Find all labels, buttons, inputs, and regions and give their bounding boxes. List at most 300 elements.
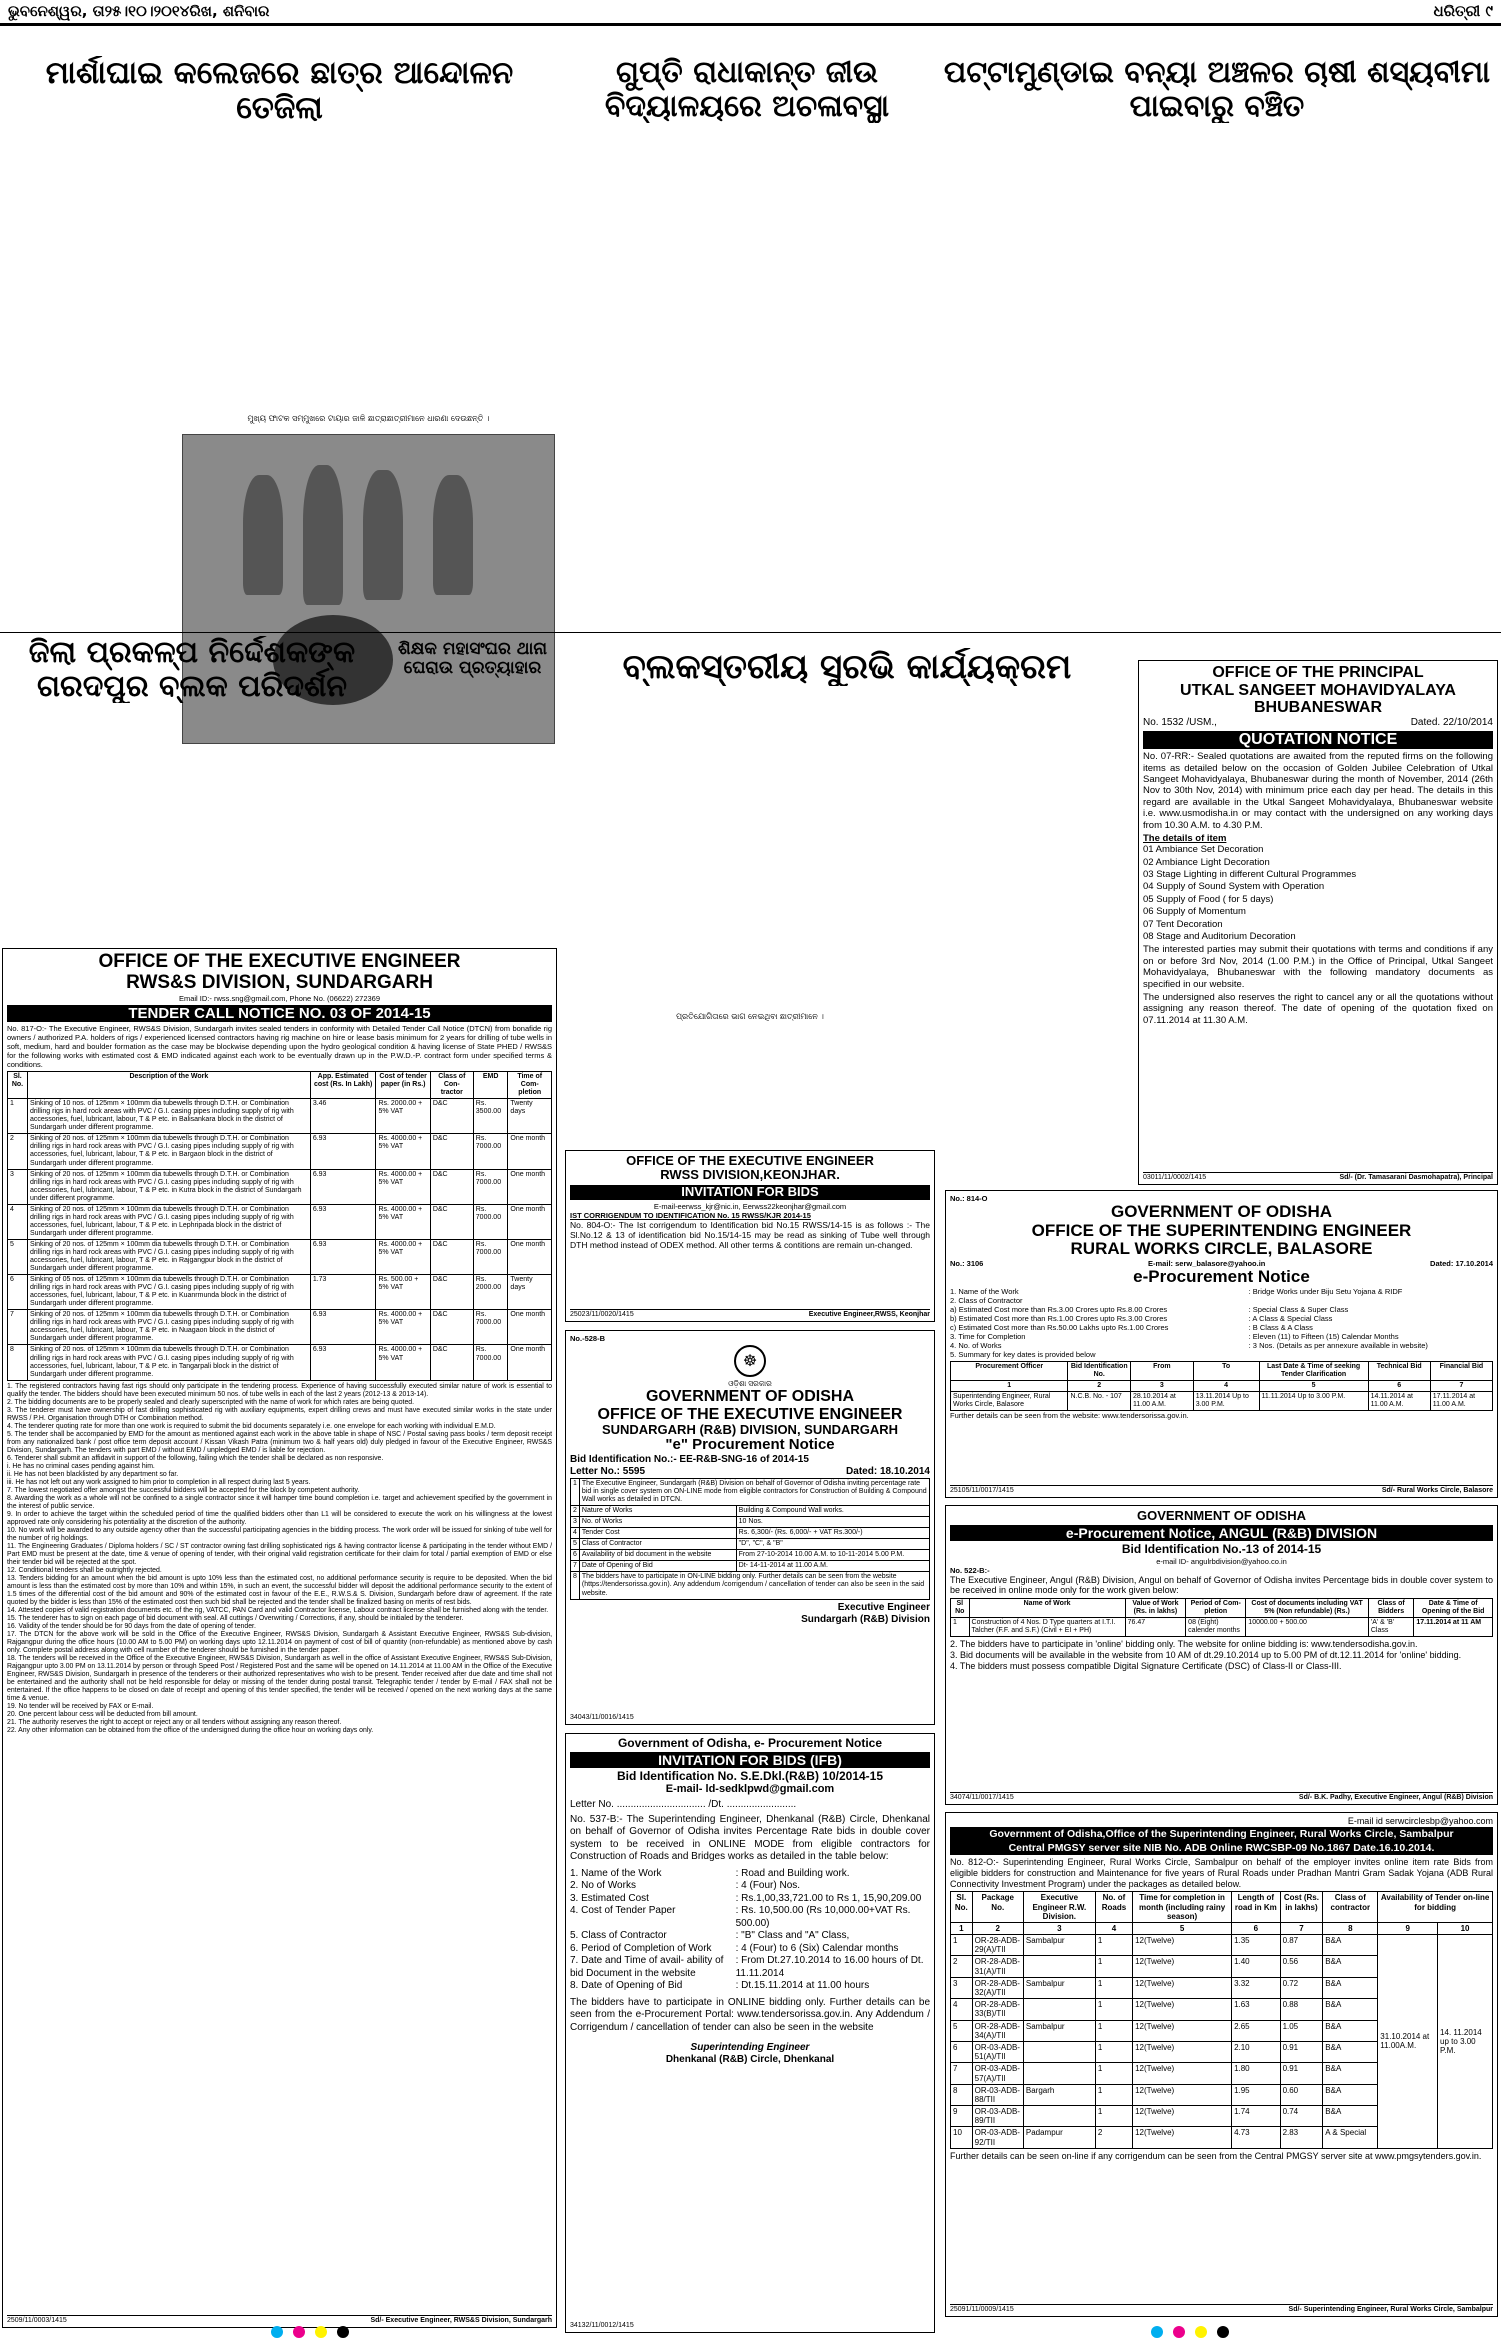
table-cell: 0.91	[1280, 2063, 1323, 2084]
work-details	[950, 1287, 1493, 1359]
ad-tail: Further details can be seen on-line if any corrigendum can be seen from the Central PMGSY server site at www.pmgsytenders.gov.in.	[950, 2150, 1482, 2161]
table-cell: Twenty days	[508, 1275, 552, 1310]
detail-label: a) Estimated Cost more than Rs.3.00 Crores upto Rs.8.00 Crores	[950, 1304, 1168, 1314]
table-cell	[1023, 2063, 1095, 2084]
detail-value: : Dt.15.11.2014 at 11.00 hours	[735, 1980, 870, 1992]
table-cell: OR-03-ADB-57(A)/TII	[972, 2063, 1023, 2084]
package-table	[950, 1891, 1493, 2149]
table-cell: 4.73	[1232, 2127, 1281, 2148]
ad-balasore	[945, 1190, 1498, 1498]
table-cell: B&A	[1323, 2041, 1378, 2062]
detail-row	[570, 1930, 930, 1943]
column-header: Sl No	[951, 1599, 970, 1618]
detail-value: : Rs.1,00,33,721.00 to Rs 1, 15,90,209.00	[735, 1892, 922, 1904]
column-number: 4	[1095, 1922, 1132, 1934]
table-row	[571, 1572, 930, 1599]
table-cell: 13.11.2014 Up to 3.00 P.M.	[1193, 1391, 1259, 1410]
items-list	[1143, 844, 1493, 942]
condition-item: 15. The tenderer has to sign on each page of bid document with seal. All cuttings / Overwriting / Corrections, if any, should be initialed by the tenderer.	[7, 1614, 464, 1622]
column-header: 4	[1193, 1380, 1259, 1391]
ad-dhenkanal	[565, 1733, 935, 2333]
column-number: 1	[951, 1922, 973, 1934]
table-cell: 0.91	[1280, 2041, 1323, 2062]
table-cell: 10	[951, 2127, 973, 2148]
table-cell: B&A	[1323, 1999, 1378, 2020]
table-cell: OR-28-ADB-34(A)/TII	[972, 2020, 1023, 2041]
ad-code: 2509/11/0003/1415	[7, 2316, 67, 2324]
table-cell: Rs. 4000.00 + 5% VAT	[376, 1204, 430, 1239]
ad-title: RWS&S DIVISION, SUNDARGARH	[126, 971, 433, 993]
column-number: 6	[1232, 1922, 1281, 1934]
ad-title: BHUBANESWAR	[1254, 699, 1382, 717]
table-row	[571, 1561, 930, 1572]
column-header: Time for completion in month (including rainy season)	[1133, 1892, 1232, 1923]
table-cell: Building & Compound Wall works.	[736, 1506, 929, 1517]
table-cell: Rs. 4000.00 + 5% VAT	[376, 1169, 430, 1204]
detail-label: 3. Estimated Cost	[570, 1892, 649, 1904]
number-row	[951, 1380, 1493, 1391]
ad-title: GOVERNMENT OF ODISHA	[1110, 1202, 1332, 1221]
list-item: 02 Ambiance Light Decoration	[1143, 856, 1270, 868]
table-cell: One month	[508, 1239, 552, 1274]
condition-item: 19. No tender will be received by FAX or E-mail.	[7, 1702, 154, 1710]
table-cell: 12(Twelve)	[1133, 2106, 1232, 2127]
table-cell: 17.11.2014 at 11.00 A.M.	[1430, 1391, 1492, 1410]
table-cell: 6.93	[310, 1169, 376, 1204]
column-header: Class of Con-tractor	[430, 1072, 473, 1099]
condition-item: 13. Tenders bidding for an amount when the bid amount is upto 10% less than the estimated cost, no additional performance security is require to be deposited. When the bid amount is less than the estimated cost by more than 10% and within 15%, in such an event, the successful bidder will deposit the additional performance security to the extent of 1.5 times of the differential cost of the bid amount and 90% of the estimated cost in favour of the E.E., R.W.S.& S. Division, Sundargarh before draw of agreement. If the rate quoted by the bidder is less than 15% of the estimated cost then such bid shall be rejected and the tender shall be finalized basing on merits of rest bids.	[7, 1574, 552, 1606]
condition-item: 21. The authority reserves the right to accept or reject any or all tenders without assigning any reason thereof.	[7, 1718, 342, 1726]
headline-garadpur: ଜିଲା ପ୍ରକଳ୍ପ ନିର୍ଦ୍ଦେଶକଙ୍କ ଗରଦପୁର ବ୍ଲକ ପରିଦର୍ଶନ	[28, 636, 356, 704]
table-cell	[1023, 2106, 1095, 2127]
table-cell: 1	[951, 1618, 970, 1637]
bid-id: Bid Identification No. S.E.Dkl.(R&B) 10/2014-15	[616, 1769, 884, 1784]
table-cell: 3	[571, 1517, 580, 1528]
table-row	[571, 1550, 930, 1561]
table-cell: Rs. 4000.00 + 5% VAT	[376, 1239, 430, 1274]
detail-row	[950, 1323, 1493, 1332]
table-cell: 8	[951, 2084, 973, 2105]
table-cell: From 27-10-2014 10.00 A.M. to 10-11-2014 5.00 P.M.	[736, 1550, 929, 1561]
detail-row	[950, 1341, 1493, 1350]
table-cell: Tender Cost	[579, 1528, 736, 1539]
table-cell: Class of Contractor	[579, 1539, 736, 1550]
table-cell: Twenty days	[508, 1099, 552, 1134]
registration-marks	[250, 2326, 370, 2338]
table-cell: OR-28-ADB-33(B)/TII	[972, 1999, 1023, 2020]
bid-table	[570, 1478, 930, 1600]
detail-row	[950, 1350, 1493, 1359]
table-cell: 1	[1095, 1999, 1132, 2020]
table-cell: Padampur	[1023, 2127, 1095, 2148]
table-cell: Sinking of 05 nos. of 125mm × 100mm dia tubewells through D.T.H. or Combination drilling rigs in hard rock areas with PVC / G.I. casing pipes including supply of rig with accessories, fuel, lubricant, labour, T & P etc. in Kuanrmunda block in the district of Sundargarh under different programme.	[27, 1275, 310, 1310]
table-cell: 76.47	[1125, 1618, 1186, 1637]
ad-bar: INVITATION FOR BIDS (IFB)	[570, 1752, 930, 1768]
signature: Superintending Engineer	[690, 2042, 810, 2054]
list-item: 08 Stage and Auditorium Decoration	[1143, 931, 1296, 943]
ref-no: No. 1532 /USM.,	[1143, 716, 1217, 728]
table-cell: D&C	[430, 1169, 473, 1204]
signature: Executive Engineer	[837, 1601, 930, 1613]
ad-title: OFFICE OF THE EXECUTIVE ENGINEER	[597, 1405, 903, 1423]
detail-label: 1. Name of the Work	[950, 1286, 1019, 1296]
detail-row	[950, 1305, 1493, 1314]
table-cell: Sambalpur	[1023, 1977, 1095, 1998]
table-cell: OR-28-ADB-31(A)/TII	[972, 1956, 1023, 1977]
table-cell: Rs. 2000.00 + 5% VAT	[376, 1099, 430, 1134]
table-cell: Rs. 2000.00	[473, 1275, 508, 1310]
condition-item: 4. The tenderer quoting rate for more than one work is required to submit the bid documents separately i.e. one envelope for each working with individual E.M.D.	[7, 1422, 496, 1430]
column-header: Cost of documents including VAT 5% (Non refundable) (Rs.)	[1246, 1599, 1369, 1618]
table-cell: OR-28-ADB-32(A)/TII	[972, 1977, 1023, 1998]
table-cell: 08 (Eight) calender months	[1186, 1618, 1246, 1637]
cyan-dot-icon	[1151, 2326, 1163, 2338]
detail-label: 7. Date and Time of avail- ability of bid Document in the website	[570, 1955, 724, 1979]
detail-label: 4. No. of Works	[950, 1340, 1002, 1350]
table-cell	[1023, 1956, 1095, 1977]
table-cell: 5	[8, 1239, 28, 1274]
table-cell: Rs. 4000.00 + 5% VAT	[376, 1345, 430, 1380]
detail-row	[570, 1880, 930, 1893]
column-header: Class of contractor	[1323, 1892, 1378, 1923]
table-cell: 0.72	[1280, 1977, 1323, 1998]
table-cell: 1	[951, 1935, 973, 1956]
header-row	[951, 1599, 1493, 1618]
table-cell: The Executive Engineer, Sundargarh (R&B) Division on behalf of Governor of Odisha inviting percentage rate bid in single cover system on ON-LINE mode from eligible contractors for Construction of Building & Compound Wall works as detailed in DTCN.	[579, 1478, 929, 1505]
table-cell: 12(Twelve)	[1133, 1956, 1232, 1977]
header-row	[951, 1361, 1493, 1380]
column-header: Value of Work (Rs. in lakhs)	[1125, 1599, 1186, 1618]
detail-label: b) Estimated Cost more than Rs.1.00 Crores upto Rs.3.00 Crores	[950, 1313, 1168, 1323]
detail-value: : 4 (Four) to 6 (Six) Calendar months	[735, 1942, 899, 1954]
column-header: Executive Engineer R.W. Division.	[1023, 1892, 1095, 1923]
table-row	[951, 1391, 1493, 1410]
table-cell: Sinking of 10 nos. of 125mm × 100mm dia tubewells through D.T.H. or Combination drilling rigs in hard rock areas with PVC / G.I. casing pipes including supply of rig with accessories, fuel, lubricant, labour, T & P etc. in Balisankara block in the district of Sundargarh under different programme.	[27, 1099, 310, 1134]
table-cell: 5	[951, 2020, 973, 2041]
table-row	[8, 1310, 552, 1345]
condition-item: 18. The tenders will be received in the Office of the Executive Engineer, RWS&S Division, Sundargarh as well in the office of Assistant Executive Engineer, RWS&S Sub-Division, Rajgangpur upto 3.00 PM on 13.11.2014 by person or through Speed Post / Registered Post and the same will be opened on 14.11.2014 at 11.00 AM in the Office of the Executive Engineer, RWS&S Division, Sundargarh in presence of the tenderers or their authorized representatives who wish to be present. Tender received after due date and time shall not be entertained and the authority shall not be held responsible for delay or missing of the tender during postal transit. Telegraphic tender / tender by E-mail / FAX shall not be entertained. If the office happens to be closed on date of receipt and opening of this tender specified, the tender will be received / opened on the next working days at the same time & venue.	[7, 1654, 552, 1702]
table-cell: 4	[571, 1528, 580, 1539]
ad-body: No. 537-B:- The Superintending Engineer, Dhenkanal (R&B) Circle, Dhenkanal on behalf of Governor of Odisha invites Percentage Rate bids in double cover system to be received in ONLINE MODE from eligible contractors for Construction of Roads and Bridges works as detailed in the table below:	[570, 1813, 930, 1863]
condition-item: 7. The lowest negotiated offer amongst the successful bidders will be accepted for the block by competent authority.	[7, 1486, 360, 1494]
detail-row	[570, 1980, 930, 1993]
table-cell: B&A	[1323, 2020, 1378, 2041]
letter-no: Letter No.: 5595	[570, 1465, 646, 1477]
page-number: ଧରିତ୍ରୀ ୯	[1433, 1, 1493, 20]
column-header: App. Estimated cost (Rs. In Lakh)	[310, 1072, 376, 1099]
column-header: EMD	[473, 1072, 508, 1099]
detail-label: 3. Time for Completion	[950, 1331, 1026, 1341]
ad-title: UTKAL SANGEET MOHAVIDYALAYA	[1180, 681, 1456, 699]
detail-value: : "B" Class and "A" Class,	[735, 1930, 850, 1942]
table-cell: 1.73	[310, 1275, 376, 1310]
table-cell: B&A	[1323, 2084, 1378, 2105]
table-cell: OR-03-ADB-88/TII	[972, 2084, 1023, 2105]
bid-id: Bid Identification No.:- EE-R&B-SNG-16 of 2014-15	[570, 1453, 809, 1465]
table-cell: 14. 11.2014 up to 3.00 P.M.	[1438, 1935, 1493, 2149]
page-header	[0, 0, 1501, 26]
signature: Sundargarh (R&B) Division	[801, 1613, 930, 1625]
ad-email: E-mail-eerwss_kjr@nic.in, Eerwss22keonjhar@gmail.com	[653, 1201, 847, 1211]
condition-item: 3. The tenderer must have ownership of fast drilling sophisticated rig with auxiliary equipments, expert drilling crews and must have executed similar works in the state under RWSS / P.H. Organisation through DTH or Combination method.	[7, 1406, 552, 1422]
black-dot-icon	[337, 2326, 349, 2338]
notes	[950, 1639, 1493, 1671]
ad-tail: The bidders have to participate in ONLINE bidding only. Further details can be seen from the e-Procurement Portal: www.tendersorissa.gov.in. Any Addendum / Corrigendum / cancellation of tender can also be seen in the website	[570, 1996, 930, 2033]
table-cell: 2	[1095, 2127, 1132, 2148]
table-cell: D&C	[430, 1204, 473, 1239]
column-header: Time of Com-pletion	[508, 1072, 552, 1099]
table-cell: No. of Works	[579, 1517, 736, 1528]
column-header: Name of Work	[969, 1599, 1125, 1618]
ref-date: Dated: 17.10.2014	[1430, 1259, 1493, 1269]
table-cell: 31.10.2014 at 11.00A.M.	[1378, 1935, 1438, 2149]
table-cell: 10000.00 + 500.00	[1246, 1618, 1369, 1637]
table-cell: OR-28-ADB-29(A)/TII	[972, 1935, 1023, 1956]
detail-label: 2. Class of Contractor	[950, 1295, 1023, 1305]
table-cell: B&A	[1323, 1956, 1378, 1977]
table-cell: "D", "C", & "B"	[736, 1539, 929, 1550]
column-header: 7	[1430, 1380, 1492, 1391]
table-row	[571, 1539, 930, 1550]
column-header: 2	[1068, 1380, 1131, 1391]
table-cell: Rs. 7000.00	[473, 1310, 508, 1345]
detail-row	[570, 1893, 930, 1906]
table-cell: 0.60	[1280, 2084, 1323, 2105]
table-cell: 6	[951, 2041, 973, 2062]
column-header: To	[1193, 1361, 1259, 1380]
ad-title: "e" Procurement Notice	[665, 1436, 835, 1454]
table-cell: 8	[8, 1345, 28, 1380]
ad-top: Government of Odisha, e- Procurement Notice	[617, 1736, 883, 1750]
table-cell: 2	[8, 1134, 28, 1169]
table-cell: 12(Twelve)	[1133, 2041, 1232, 2062]
ad-title: RURAL WORKS CIRCLE, BALASORE	[1070, 1239, 1373, 1259]
note-item: 4. The bidders must possess compatible Digital Signature Certificate (DSC) of Class-II or Class-III.	[950, 1660, 1342, 1671]
table-cell: D&C	[430, 1134, 473, 1169]
table-cell: 0.74	[1280, 2106, 1323, 2127]
magenta-dot-icon	[1173, 2326, 1185, 2338]
table-cell: D&C	[430, 1275, 473, 1310]
table-row	[8, 1239, 552, 1274]
work-details	[570, 1868, 930, 1993]
table-cell: Sambalpur	[1023, 1935, 1095, 1956]
condition-item: 8. Awarding the work as a whole will not be confined to a single contractor since it will hamper time bound completion i.e. target and achievement specified by the government in the interest of public service.	[7, 1494, 552, 1510]
detail-label: 6. Period of Completion of Work	[570, 1942, 712, 1954]
table-cell: 12(Twelve)	[1133, 1977, 1232, 1998]
ad-signature: Sd/- B.K. Padhy, Executive Engineer, Angul (R&B) Division	[1298, 1793, 1493, 1801]
table-cell: 12(Twelve)	[1133, 2063, 1232, 2084]
table-cell: 2.10	[1232, 2041, 1281, 2062]
detail-row	[950, 1332, 1493, 1341]
ad-keonjhar	[565, 1150, 935, 1322]
detail-row	[950, 1314, 1493, 1323]
ad-intro: No. 817-O:- The Executive Engineer, RWS&S Division, Sundargarh invites sealed tenders in conformity with Detailed Tender Call Notice (DTCN) from bonafide rig owners / authorized P.A. holders of rigs / experienced licensed contractors having rig machine on hire or lease basis minimum for 2 years for drilling of tube wells in soft, medium, hard and boulder formation as the case may be blockwise depending upon the hydro geological condition & having license of State PHED / RWS&S for the following works with estimated cost & EMD indicated against each work to be eventually drawn up in the P.W.D.-P. contract form under specified terms & conditions.	[7, 1024, 552, 1070]
table-row	[8, 1275, 552, 1310]
table-cell: 12(Twelve)	[1133, 1935, 1232, 1956]
table-cell: 17.11.2014 at 11 AM	[1414, 1618, 1493, 1637]
column-number: 2	[972, 1922, 1023, 1934]
ad-email: E-mail: serw_balasore@yahoo.in	[1148, 1259, 1266, 1269]
ad-signature: Sd/- Executive Engineer, RWS&S Division, Sundargarh	[370, 2316, 552, 2324]
table-row	[8, 1169, 552, 1204]
ad-tail: Further details can be seen from the website: www.tendersorissa.gov.in.	[950, 1410, 1189, 1420]
table-cell: One month	[508, 1134, 552, 1169]
detail-label: 2. No of Works	[570, 1880, 636, 1892]
table-cell: 'A' & 'B' Class	[1368, 1618, 1413, 1637]
table-cell: 12(Twelve)	[1133, 1999, 1232, 2020]
column-header: From	[1131, 1361, 1194, 1380]
condition-item: 1. The registered contractors having fast rigs should only participate in the tendering process. Experience of having successfully executed similar nature of work is essential to qualify the tender. The bidders should have been executed minimum 50 nos. of tube wells in each of the last 2 years (2012-13 & 2013-14).	[7, 1382, 552, 1398]
table-cell: Bargarh	[1023, 2084, 1095, 2105]
table-cell: 1.95	[1232, 2084, 1281, 2105]
ad-email: E-mail- ld-sedklpwd@gmail.com	[665, 1783, 835, 1796]
table-cell: 0.88	[1280, 1999, 1323, 2020]
table-cell: 1.05	[1280, 2020, 1323, 2041]
column-header: Technical Bid	[1368, 1361, 1430, 1380]
letter-no: Letter No. ................................ /Dt. .........................	[570, 1798, 797, 1810]
table-cell: Rs. 3500.00	[473, 1099, 508, 1134]
ad-title: OFFICE OF THE EXECUTIVE ENGINEER	[626, 1153, 874, 1168]
yellow-dot-icon	[315, 2326, 327, 2338]
table-row	[8, 1345, 552, 1380]
table-cell: 6.93	[310, 1204, 376, 1239]
table-cell: 0.87	[1280, 1935, 1323, 1956]
table-cell: 2	[951, 1956, 973, 1977]
detail-label: 1. Name of the Work	[570, 1867, 662, 1879]
column-number: 10	[1438, 1922, 1493, 1934]
table-cell: 1	[1095, 2084, 1132, 2105]
detail-value: : Road and Building work.	[735, 1867, 850, 1879]
table-cell: Sambalpur	[1023, 2020, 1095, 2041]
ad-email: e-mail ID- angulrbdivision@yahoo.co.in	[1156, 1556, 1287, 1566]
table-row	[8, 1204, 552, 1239]
table-cell: 2.65	[1232, 2020, 1281, 2041]
ad-tail: The undersigned also reserves the right to cancel any or all the quotations without assigning any reason thereof. The date of opening of the quotation fixed on 07.11.2014 at 11.30 A.M.	[1143, 991, 1493, 1026]
table-cell: 1	[8, 1099, 28, 1134]
column-number: 9	[1378, 1922, 1438, 1934]
column-header: Period of Com-pletion	[1186, 1599, 1246, 1618]
ad-sambalpur	[945, 1812, 1498, 2317]
table-cell: B&A	[1323, 1977, 1378, 1998]
table-cell: OR-03-ADB-51(A)/TII	[972, 2041, 1023, 2062]
column-header: Description of the Work	[27, 1072, 310, 1099]
ad-body: No. 804-O:- The Ist corrigendum to Identification bid No.15 RWSS/14-15 is as follows :- The Sl.No.12 & 13 of identification bid No.15/14-15 may be read as sinking of Tube well through DTH method instead of ODEX method. All other terms & contitions are remain un-changed.	[570, 1219, 930, 1250]
table-cell: 3.46	[310, 1099, 376, 1134]
column-header: Length of road in Km	[1232, 1892, 1281, 1923]
table-row	[571, 1478, 930, 1505]
table-cell: 1.35	[1232, 1935, 1281, 1956]
ad-code: 25023/11/0020/1415	[570, 1310, 634, 1318]
list-item: 01 Ambiance Set Decoration	[1143, 844, 1264, 856]
ad-code: 34074/11/0017/1415	[950, 1793, 1014, 1801]
table-cell: 28.10.2014 at 11.00 A.M.	[1131, 1391, 1194, 1410]
ad-sub: IST CORRIGENDUM TO IDENTIFICATION No. 15 RWSS/KJR 2014-15	[570, 1210, 811, 1220]
ad-angul	[945, 1505, 1498, 1805]
ad-rwss-sundargarh	[2, 948, 557, 2328]
detail-label: 5. Summary for key dates is provided below	[950, 1349, 1096, 1359]
table-cell: Availability of bid document in the website	[579, 1550, 736, 1561]
items-title: The details of item	[1143, 832, 1227, 844]
detail-label: 4. Cost of Tender Paper	[570, 1905, 676, 1917]
detail-label: 5. Class of Contractor	[570, 1930, 667, 1942]
list-item: 04 Supply of Sound System with Operation	[1143, 881, 1325, 893]
detail-value: : B Class & A Class	[1248, 1322, 1313, 1332]
ad-signature: Sd/- Superintending Engineer, Rural Works Circle, Sambalpur	[1288, 2305, 1493, 2313]
list-item: 03 Stage Lighting in different Cultural Programmes	[1143, 869, 1357, 881]
column-header: Availability of Tender on-line for bidding	[1378, 1892, 1493, 1923]
column-header: Sl. No.	[951, 1892, 973, 1923]
table-cell: Construction of 4 Nos. D Type quarters at I.T.I. Talcher (F.F. and S.F.) (Civil + EI + PH)	[969, 1618, 1125, 1637]
table-cell: 1	[1095, 2041, 1132, 2062]
table-cell: 6.93	[310, 1345, 376, 1380]
table-cell	[1023, 2041, 1095, 2062]
table-cell: 1	[1095, 2020, 1132, 2041]
table-cell: N.C.B. No. - 107	[1068, 1391, 1131, 1410]
ad-utkal-sangeet	[1138, 660, 1498, 1185]
table-row	[8, 1099, 552, 1134]
condition-item: 10. No work will be awarded to any outside agency other than the successful participating agencies in the bidding process. The work order will be issued for sinking of tube well for the number of rig holdings.	[7, 1526, 552, 1542]
detail-row	[570, 1905, 930, 1930]
table-cell: Dt- 14-11-2014 at 11.00 A.M.	[736, 1561, 929, 1572]
table-cell: Date of Opening of Bid	[579, 1561, 736, 1572]
detail-value: : A Class & Special Class	[1248, 1313, 1333, 1323]
table-row	[571, 1517, 930, 1528]
photo-caption: ମୁଖ୍ୟ ଫାଟକ ସମ୍ମୁଖରେ ଟାୟାର ଜାଳି ଛାତ୍ରାଛାତ୍ରୀମାନେ ଧାରଣା ଦେଉଛନ୍ତି ।	[247, 414, 490, 423]
header-row	[8, 1072, 552, 1099]
condition-item: 6. Tenderer shall submit an affidavit in support of the following, failing which the tender shall be declared as non responsive.	[7, 1454, 384, 1462]
tender-conditions	[7, 1383, 552, 1735]
ad-signature: Sd/- (Dr. Tamasarani Dasmohapatra), Principal	[1339, 1173, 1493, 1181]
ad-title: OFFICE OF THE PRINCIPAL	[1212, 664, 1424, 681]
table-cell: One month	[508, 1310, 552, 1345]
table-cell: Nature of Works	[579, 1506, 736, 1517]
condition-item: 14. Attested copies of valid registration documents etc. of the rig, VATCC, PAN Card and valid Contractor license, Labour contract license shall be furnished along with the tender.	[7, 1606, 549, 1614]
detail-value: : 4 (Four) Nos.	[735, 1880, 801, 1892]
detail-value: : Bridge Works under Biju Setu Yojana & RIDF	[1248, 1286, 1403, 1296]
table-cell: 6.93	[310, 1134, 376, 1169]
note-item: 3. Bid documents will be available in the website from 10 AM of dt.29.10.2014 up to 5.00 PM of dt.12.11.2014 for 'online' bidding.	[950, 1650, 1462, 1661]
condition-item: 22. Any other information can be obtained from the office of the undersigned during the office hour on working days only.	[7, 1726, 374, 1734]
column-number: 7	[1280, 1922, 1323, 1934]
detail-value: : Rs. 10,500.00 (Rs 10,000.00+VAT Rs. 500.00)	[735, 1905, 911, 1929]
detail-row	[570, 1868, 930, 1881]
cyan-dot-icon	[271, 2326, 283, 2338]
column-header: 6	[1368, 1380, 1430, 1391]
list-item: 06 Supply of Momentum	[1143, 906, 1246, 918]
table-cell: One month	[508, 1345, 552, 1380]
table-cell: Sinking of 20 nos. of 125mm × 100mm dia tubewells through D.T.H. or Combination drilling rigs in hard rock areas with PVC / G.I. casing pipes including supply of rig with accessories, fuel, lubricant, labour, T & P etc. in Kutra block in the district of Sundargarh under different programme.	[27, 1169, 310, 1204]
table-cell: 14.11.2014 at 11.00 A.M.	[1368, 1391, 1430, 1410]
photo-caption-students: ପ୍ରତିଯୋଗିତାରେ ଭାଗ ନେଇଥିବା ଛାତ୍ରୀମାନେ ।	[676, 1012, 824, 1021]
detail-row	[570, 1943, 930, 1956]
detail-label: 8. Date of Opening of Bid	[570, 1980, 683, 1992]
ad-bar: e-Procurement Notice, ANGUL (R&B) DIVISION	[950, 1525, 1493, 1541]
detail-value: : From Dt.27.10.2014 to 16.00 hours of Dt. 11.11.2014	[735, 1955, 924, 1979]
signature: Dhenkanal (R&B) Circle, Dhenkanal	[665, 2054, 835, 2066]
condition-item: 20. One percent labour cess will be deducted from bill amount.	[7, 1710, 198, 1718]
condition-item: iii. He has not left out any work assigned to him prior to completion in all respect during last 5 years.	[7, 1478, 311, 1486]
column-header: Last Date & Time of seeking Tender Clarification	[1259, 1361, 1368, 1380]
ad-body: No. 07-RR:- Sealed quotations are awaited from the reputed firms on the following items as detailed below on the occasion of Golden Jubilee Celebration of Utkal Sangeet Mohavidyalaya, Bhubaneswar during the month of November, 2014 (26th Nov to 30th Nov, 2014) with minimum price each day per head. The details in this regard are available in the Utkal Sangeet Mohavidyalaya, Bhubaneswar website i.e. www.usmodisha.in or may contact with the undersigned on any working days from 10.30 A.M. to 4.30 P.M.	[1143, 751, 1493, 831]
ad-bar: Central PMGSY server site NIB No. ADB Online RWCSBP-09 No.1867 Date.16.10.2014.	[950, 1841, 1493, 1855]
table-cell: 6	[571, 1550, 580, 1561]
table-cell: 1	[1095, 1935, 1132, 1956]
table-cell: A & Special	[1323, 2127, 1378, 2148]
table-cell: One month	[508, 1169, 552, 1204]
column-header: Cost (Rs. in lakhs)	[1280, 1892, 1323, 1923]
detail-value	[1249, 1350, 1493, 1359]
headline-marshaghai: ମାର୍ଶାଘାଇ କଲେଜରେ ଛାତ୍ର ଆନ୍ଦୋଳନ ତେଜିଲା	[45, 56, 514, 126]
